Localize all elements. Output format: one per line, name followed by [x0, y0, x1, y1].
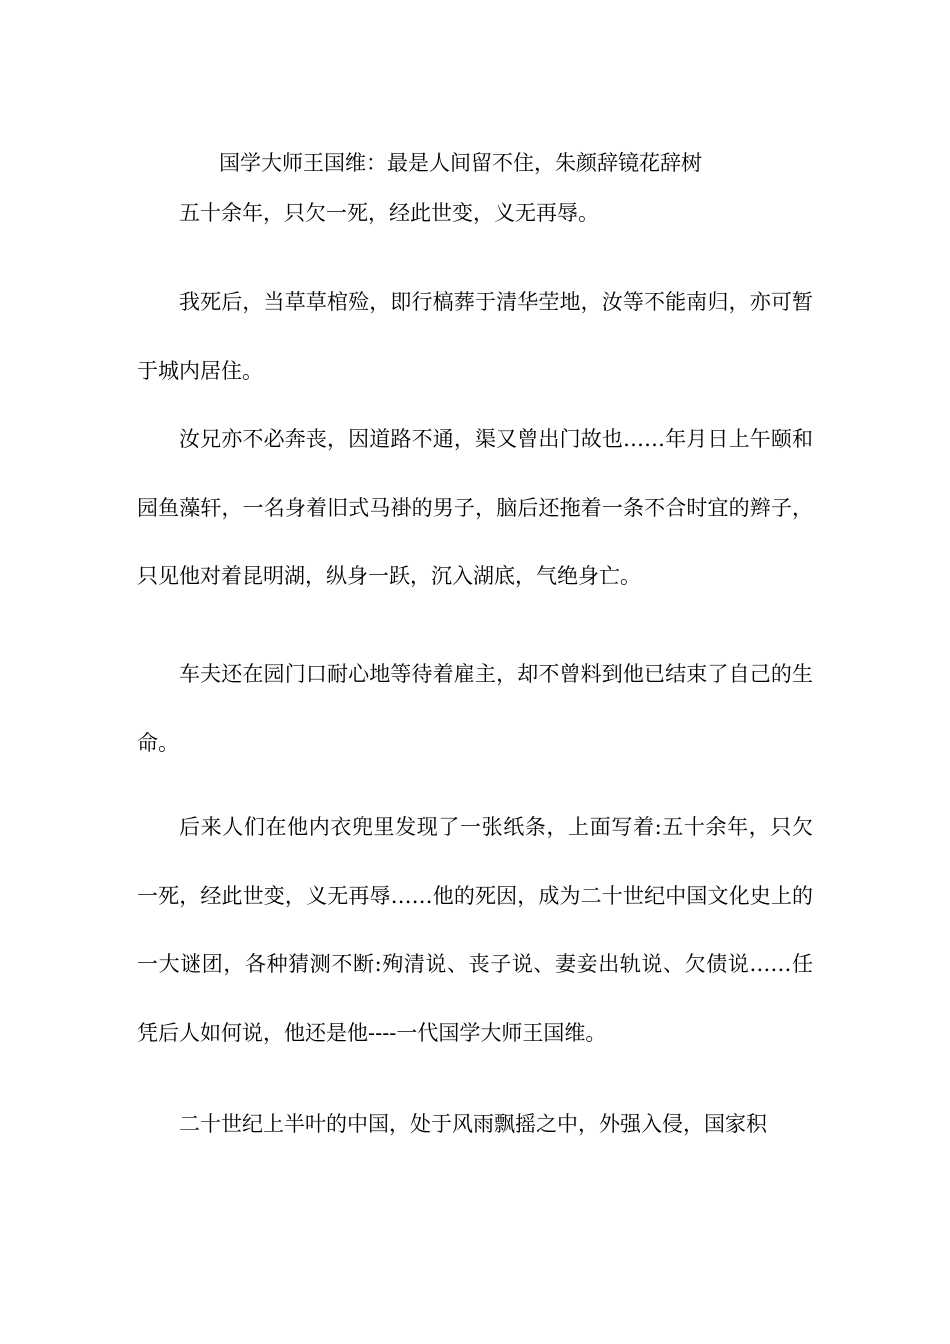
paragraph-3: 汝兄亦不必奔丧，因道路不通，渠又曾出门故也……年月日上午颐和园鱼藻轩，一名身着旧式马褂的男子，脑后还拖着一条不合时宜的辫子，只见他对着昆明湖，纵身一跃，沉入湖底，气绝身亡。: [137, 427, 813, 589]
paragraph-5: 后来人们在他内衣兜里发现了一张纸条，上面写着:五十余年，只欠一死，经此世变，义无再辱……他的死因，成为二十世纪中国文化史上的一大谜团，各种猜测不断:殉清说、丧子说、妻妾出轨说、欠债说……任凭后人如何说，他还是他----一代国学大师王国维。: [137, 815, 813, 1045]
document-title: 国学大师王国维：最是人间留不住，朱颜辞镜花辞树: [219, 151, 702, 175]
paragraph-4: 车夫还在园门口耐心地等待着雇主，却不曾料到他已结束了自己的生命。: [137, 662, 813, 755]
paragraph-6: 二十世纪上半叶的中国，处于风雨飘摇之中，外强入侵，国家积: [179, 1112, 767, 1136]
paragraph-1: 五十余年，只欠一死，经此世变，义无再辱。: [179, 201, 599, 225]
paragraph-2: 我死后，当草草棺殓，即行槁葬于清华茔地，汝等不能南归，亦可暂于城内居住。: [137, 290, 813, 383]
